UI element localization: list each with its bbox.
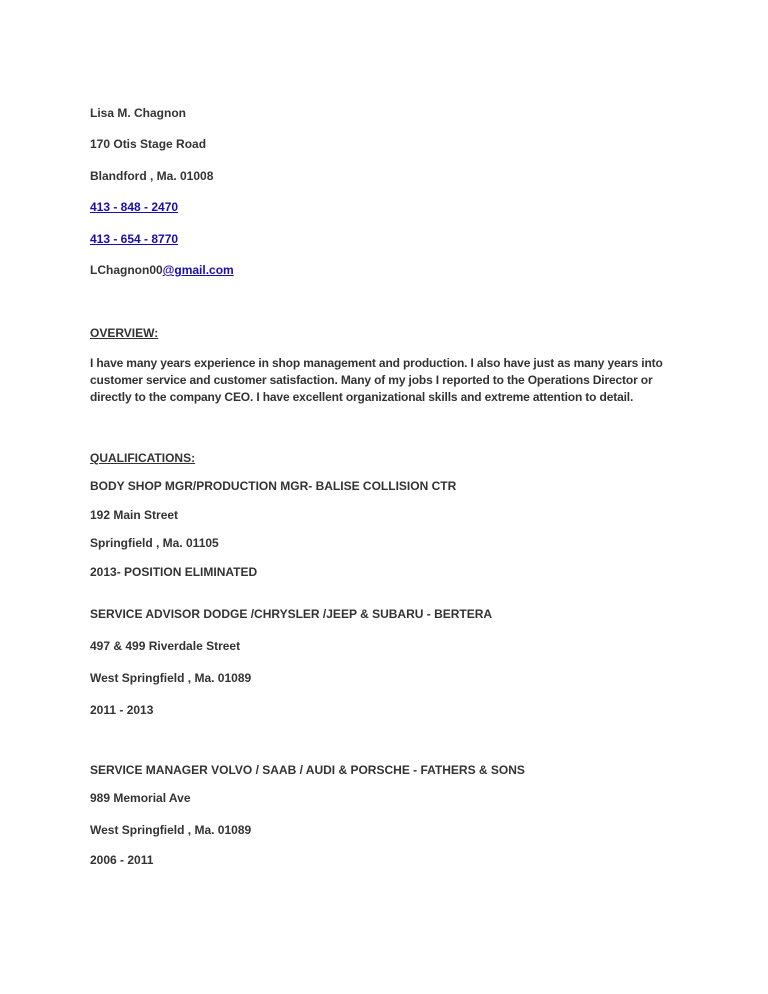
phone-2-link[interactable]: 413 - 654 - 8770 [90, 232, 179, 246]
overview-line-1: I have many years experience in shop management and production. I also have just as many years into [90, 356, 663, 370]
job-2-street: 497 & 499 Riverdale Street [90, 639, 241, 653]
job-3-dates: 2006 - 2011 [90, 853, 154, 867]
contact-phone-2 [90, 232, 178, 246]
overview-heading: OVERVIEW: [90, 326, 159, 340]
overview-paragraph [90, 355, 690, 406]
job-3-street: 989 Memorial Ave [90, 791, 191, 805]
email-user: LChagnon00 [90, 263, 163, 277]
job-1-title: BODY SHOP MGR/PRODUCTION MGR- BALISE COLLISION CTR [90, 479, 457, 493]
email-domain-link[interactable]: @gmail.com [162, 263, 234, 277]
contact-phone-1 [90, 200, 178, 214]
job-2-city: West Springfield , Ma. 01089 [90, 671, 252, 685]
contact-street: 170 Otis Stage Road [90, 137, 207, 151]
job-3-city: West Springfield , Ma. 01089 [90, 823, 252, 837]
overview-line-2: customer service and customer satisfaction. Many of my jobs I reported to the Operations Director or [90, 373, 653, 387]
job-2-dates: 2011 - 2013 [90, 703, 154, 717]
job-1-street: 192 Main Street [90, 508, 179, 522]
job-2-title: SERVICE ADVISOR DODGE /CHRYSLER /JEEP & SUBARU - BERTERA [90, 607, 493, 621]
qualifications-heading: QUALIFICATIONS: [90, 451, 196, 465]
contact-city: Blandford , Ma. 01008 [90, 169, 214, 183]
job-3-title: SERVICE MANAGER VOLVO / SAAB / AUDI & PORSCHE - FATHERS & SONS [90, 763, 525, 777]
job-1-dates: 2013- POSITION ELIMINATED [90, 565, 258, 579]
overview-line-3: directly to the company CEO. I have excellent organizational skills and extreme attention to detail. [90, 390, 634, 404]
job-1-city: Springfield , Ma. 01105 [90, 536, 219, 550]
contact-name: Lisa M. Chagnon [90, 106, 186, 120]
contact-email [90, 263, 234, 277]
phone-1-link[interactable]: 413 - 848 - 2470 [90, 200, 179, 214]
